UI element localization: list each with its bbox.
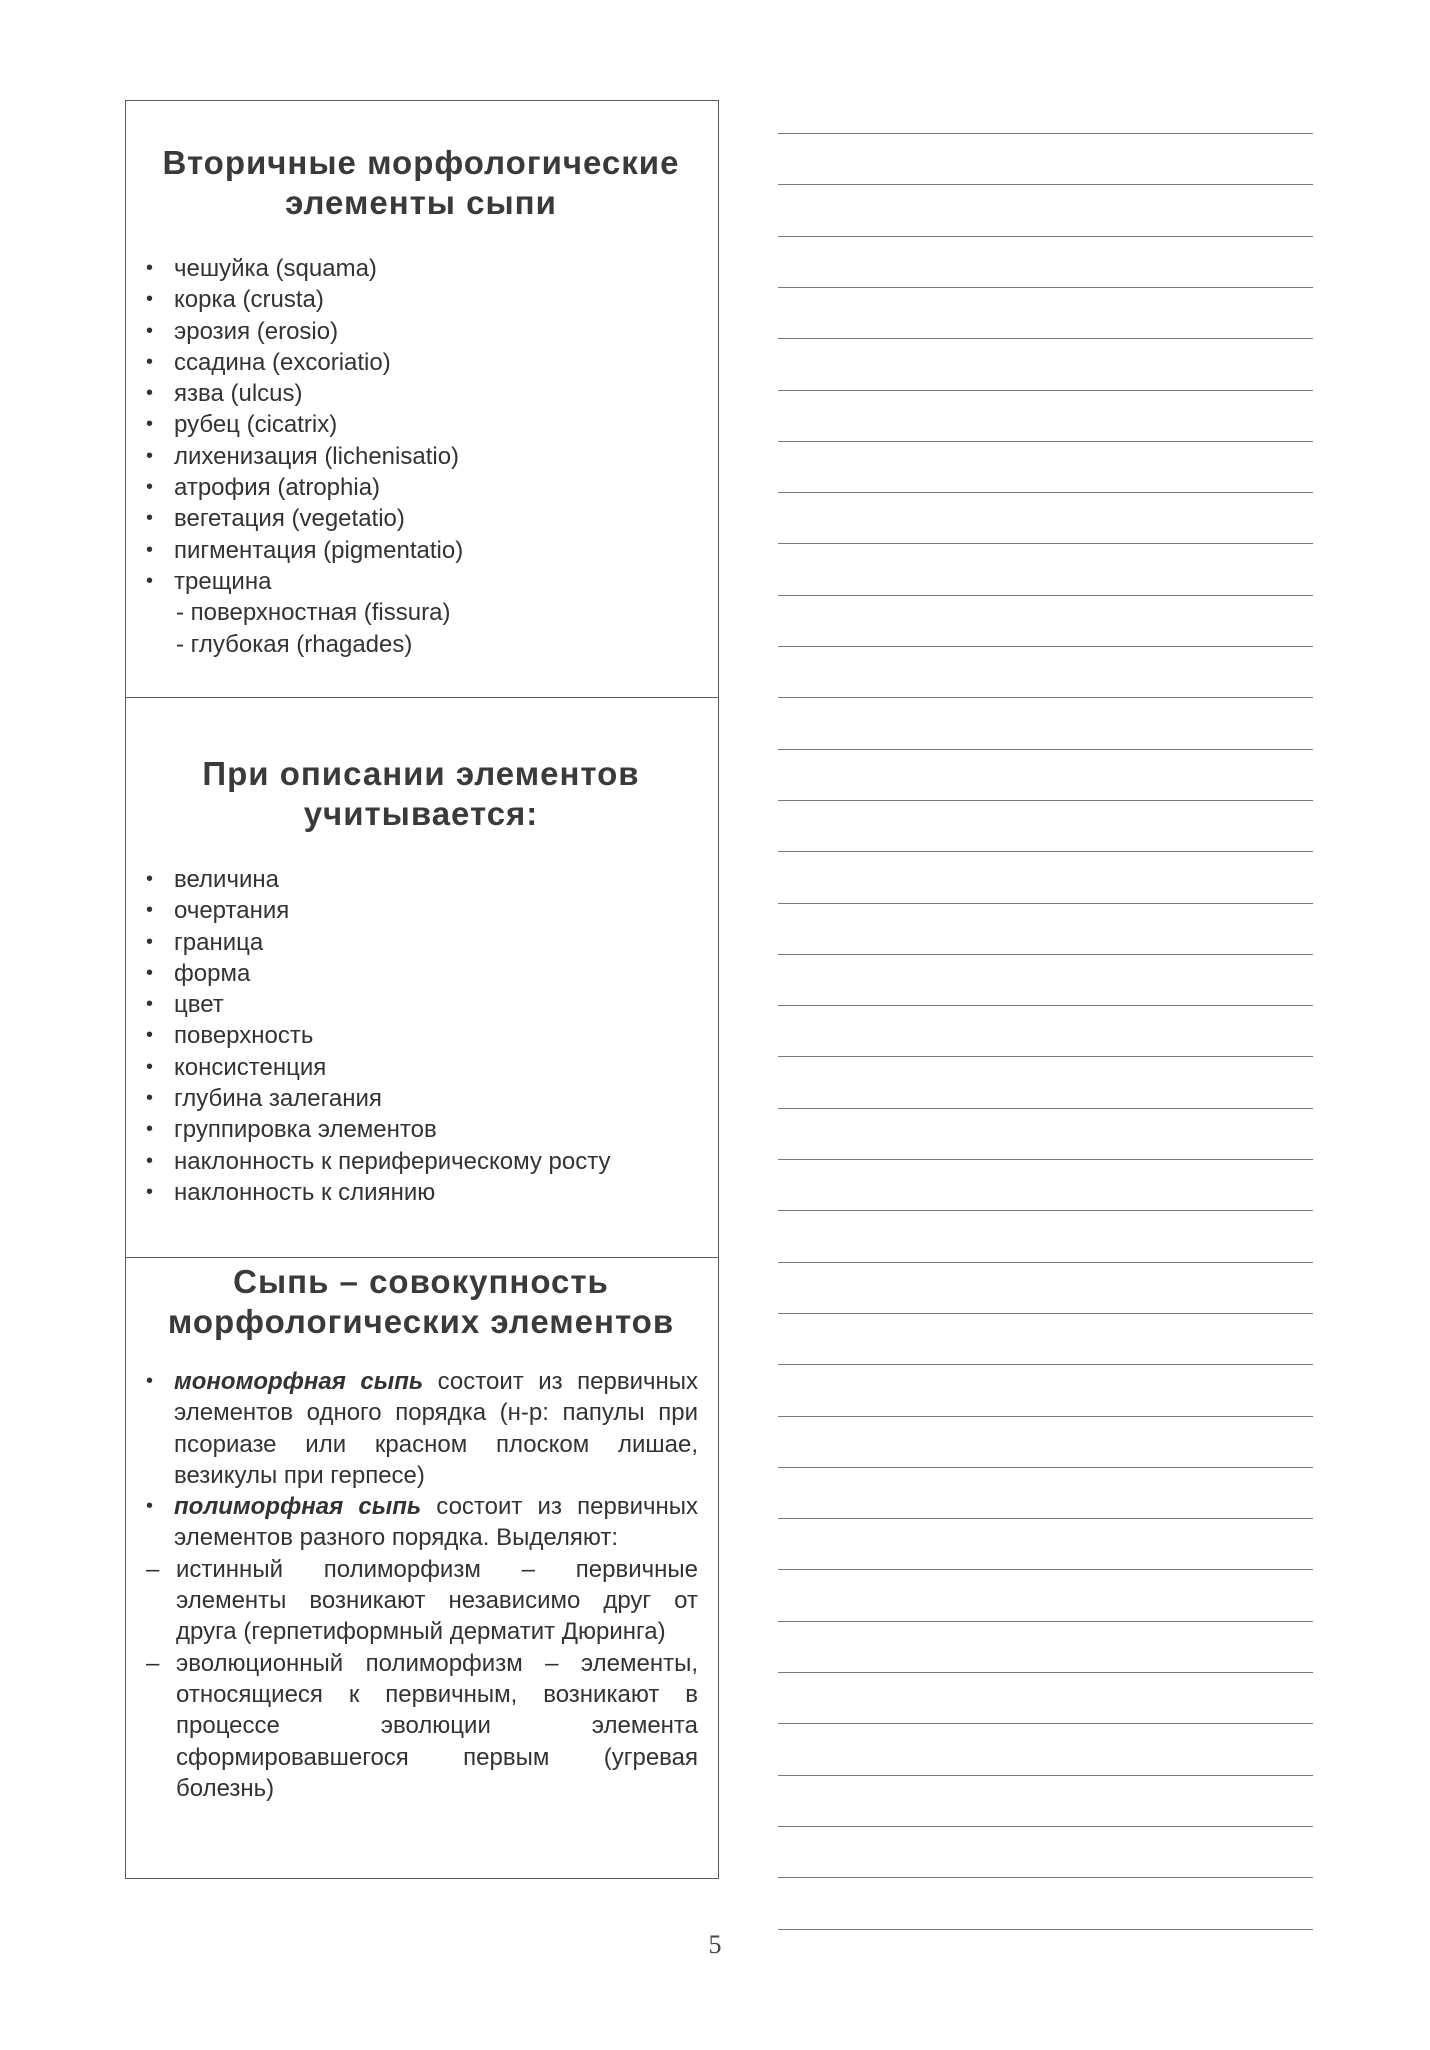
sub-item: - поверхностная (fissura) — [176, 599, 451, 627]
list-item: • атрофия (atrophia) — [144, 472, 698, 503]
note-line — [778, 1262, 1313, 1263]
note-line — [778, 543, 1313, 544]
rash-definition-panel — [126, 1258, 718, 1878]
note-line — [778, 1313, 1313, 1314]
note-line — [778, 595, 1313, 596]
note-line — [778, 1210, 1313, 1211]
list-item: • язва (ulcus) — [144, 378, 698, 409]
note-line — [778, 903, 1313, 904]
note-line — [778, 1518, 1313, 1519]
list-item: • наклонность к периферическому росту — [144, 1146, 698, 1177]
term-monomorphic: мономорфная сыпь — [174, 1368, 424, 1395]
panel-title — [144, 754, 698, 834]
note-line — [778, 1056, 1313, 1057]
panel-title — [144, 143, 698, 223]
criteria-list — [144, 864, 698, 1208]
note-line — [778, 851, 1313, 852]
list-item: • группировка элементов — [144, 1114, 698, 1145]
description-criteria-panel — [126, 698, 718, 1258]
note-line — [778, 236, 1313, 237]
note-line — [778, 1621, 1313, 1622]
rash-types-list — [144, 1366, 698, 1804]
note-line — [778, 1159, 1313, 1160]
note-line — [778, 492, 1313, 493]
list-item: • пигментация (pigmentatio) — [144, 535, 698, 566]
note-line — [778, 1826, 1313, 1827]
title-line-1: Сыпь – совокупность — [233, 1263, 609, 1300]
note-line — [778, 338, 1313, 339]
title-line-2: морфологических элементов — [167, 1303, 675, 1340]
list-item: • глубина залегания — [144, 1083, 698, 1114]
note-line — [778, 133, 1313, 134]
note-line — [778, 287, 1313, 288]
secondary-elements-list — [144, 253, 698, 660]
note-line — [778, 749, 1313, 750]
list-item-label: трещина — [174, 567, 272, 595]
content-column — [125, 100, 719, 1879]
secondary-elements-panel — [126, 101, 718, 698]
definition-text: состоит из первичных элементов разного порядка. Выделяют: — [174, 1493, 698, 1552]
note-lines-area — [778, 0, 1313, 2050]
title-line-1: При описании элементов — [202, 755, 640, 792]
list-item: • консистенция — [144, 1052, 698, 1083]
note-line — [778, 800, 1313, 801]
list-item: • вегетация (vegetatio) — [144, 503, 698, 534]
sub-item: – эволюционный полиморфизм – элементы, относящиеся к первичным, возникают в процессе эволюции элемента сформировавшегося первым (угревая болезнь) — [144, 1648, 698, 1804]
note-line — [778, 697, 1313, 698]
list-item-monomorphic — [144, 1366, 698, 1491]
title-line-1: Вторичные морфологические — [162, 144, 680, 181]
note-line — [778, 1775, 1313, 1776]
sub-item: - глубокая (rhagades) — [176, 630, 413, 658]
list-item: • граница — [144, 927, 698, 958]
note-line — [778, 1416, 1313, 1417]
note-line — [778, 954, 1313, 955]
list-item: • эрозия (erosio) — [144, 316, 698, 347]
title-line-2: учитывается: — [303, 795, 539, 832]
note-line — [778, 441, 1313, 442]
polymorphism-types-list — [174, 1554, 698, 1804]
list-item: • чешуйка (squama) — [144, 253, 698, 284]
list-item: • поверхность — [144, 1020, 698, 1051]
title-line-2: элементы сыпи — [285, 184, 557, 221]
list-item-fissure — [144, 566, 698, 660]
panel-title — [144, 1262, 698, 1342]
note-line — [778, 646, 1313, 647]
list-item: • форма — [144, 958, 698, 989]
note-line — [778, 1877, 1313, 1878]
list-item: • цвет — [144, 989, 698, 1020]
note-line — [778, 1005, 1313, 1006]
note-line — [778, 1723, 1313, 1724]
list-item: • рубец (cicatrix) — [144, 409, 698, 440]
list-item: • очертания — [144, 895, 698, 926]
list-item: • корка (crusta) — [144, 284, 698, 315]
term-polymorphic: полиморфная сыпь — [174, 1493, 422, 1521]
note-line — [778, 1108, 1313, 1109]
note-line — [778, 1364, 1313, 1365]
note-line — [778, 1569, 1313, 1570]
page-number: 5 — [708, 1930, 722, 1959]
list-item-polymorphic — [144, 1491, 698, 1804]
note-line — [778, 1672, 1313, 1673]
list-item: • наклонность к слиянию — [144, 1177, 698, 1208]
list-item: • величина — [144, 864, 698, 895]
list-item: • ссадина (excoriatio) — [144, 347, 698, 378]
definition-text: состоит из первичных элементов одного порядка (н-р: папулы при псориазе или красном плоском лишае, везикулы при герпесе) — [174, 1368, 698, 1489]
list-item: • лихенизация (lichenisatio) — [144, 441, 698, 472]
note-line — [778, 390, 1313, 391]
note-line — [778, 184, 1313, 185]
sub-item: – истинный полиморфизм – первичные элементы возникают независимо друг от друга (герпетиформный дерматит Дюринга) — [144, 1554, 698, 1648]
note-line — [778, 1467, 1313, 1468]
